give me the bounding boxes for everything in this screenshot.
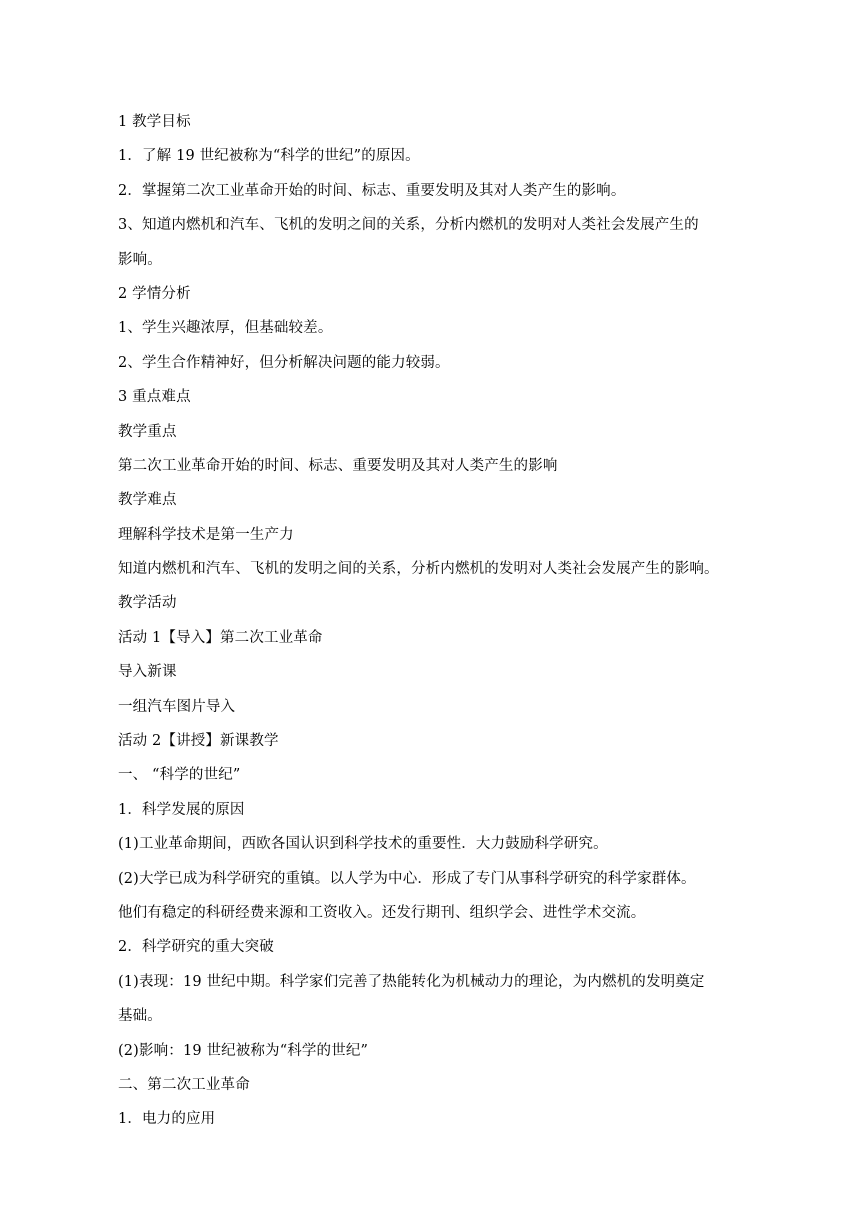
section-heading-teaching-goals: 1 教学目标 bbox=[118, 114, 191, 130]
paragraph: 第二次工业革命开始的时间、标志、重要发明及其对人类产生的影响 bbox=[118, 457, 558, 474]
subheading-teaching-focus: 教学重点 bbox=[118, 423, 177, 440]
paragraph: 知道内燃机和汽车、飞机的发明之间的关系，分析内燃机的发明对人类社会发展产生的影响。 bbox=[118, 561, 719, 578]
section-heading-student-analysis: 2 学情分析 bbox=[118, 285, 191, 302]
paragraph: 影响。 bbox=[118, 251, 162, 268]
paragraph: 1．了解 19 世纪被称为“科学的世纪”的原因。 bbox=[118, 148, 420, 165]
section-heading-key-points: 3 重点难点 bbox=[118, 389, 191, 406]
paragraph: (1)表现：19 世纪中期。科学家们完善了热能转化为机械动力的理论，为内燃机的发明奠定 bbox=[118, 973, 705, 990]
paragraph: 基础。 bbox=[118, 1008, 162, 1025]
paragraph: 1、学生兴趣浓厚，但基础较差。 bbox=[118, 320, 333, 337]
activity-heading: 活动 1【导入】第二次工业革命 bbox=[118, 629, 323, 646]
paragraph: 一、 “科学的世纪” bbox=[118, 767, 241, 784]
paragraph: (2)大学已成为科学研究的重镇。以人学为中心．形成了专门从事科学研究的科学家群体。 bbox=[118, 870, 696, 887]
paragraph: 二、第二次工业革命 bbox=[118, 1076, 250, 1093]
paragraph: 1．电力的应用 bbox=[118, 1111, 216, 1128]
paragraph: 他们有稳定的科研经费来源和工资收入。还发行期刊、组织学会、进性学术交流。 bbox=[118, 904, 646, 921]
paragraph: 导入新课 bbox=[118, 664, 177, 681]
paragraph: 一组汽车图片导入 bbox=[118, 698, 236, 715]
subheading-teaching-difficulty: 教学难点 bbox=[118, 492, 177, 509]
paragraph: 3、知道内燃机和汽车、飞机的发明之间的关系，分析内燃机的发明对人类社会发展产生的 bbox=[118, 217, 699, 234]
paragraph: 理解科学技术是第一生产力 bbox=[118, 526, 294, 543]
paragraph: 1．科学发展的原因 bbox=[118, 801, 245, 818]
paragraph: 2．掌握第二次工业革命开始的时间、标志、重要发明及其对人类产生的影响。 bbox=[118, 182, 626, 199]
activity-heading: 活动 2【讲授】新课教学 bbox=[118, 733, 279, 750]
document-body bbox=[118, 111, 738, 1143]
paragraph: (1)工业革命期间，西欧各国认识到科学技术的重要性．大力鼓励科学研究。 bbox=[118, 836, 608, 853]
paragraph: 2、学生合作精神好，但分析解决问题的能力较弱。 bbox=[118, 354, 450, 371]
paragraph: (2)影响：19 世纪被称为“科学的世纪” bbox=[118, 1042, 369, 1059]
paragraph: 2．科学研究的重大突破 bbox=[118, 939, 274, 956]
subheading-teaching-activities: 教学活动 bbox=[118, 595, 177, 612]
